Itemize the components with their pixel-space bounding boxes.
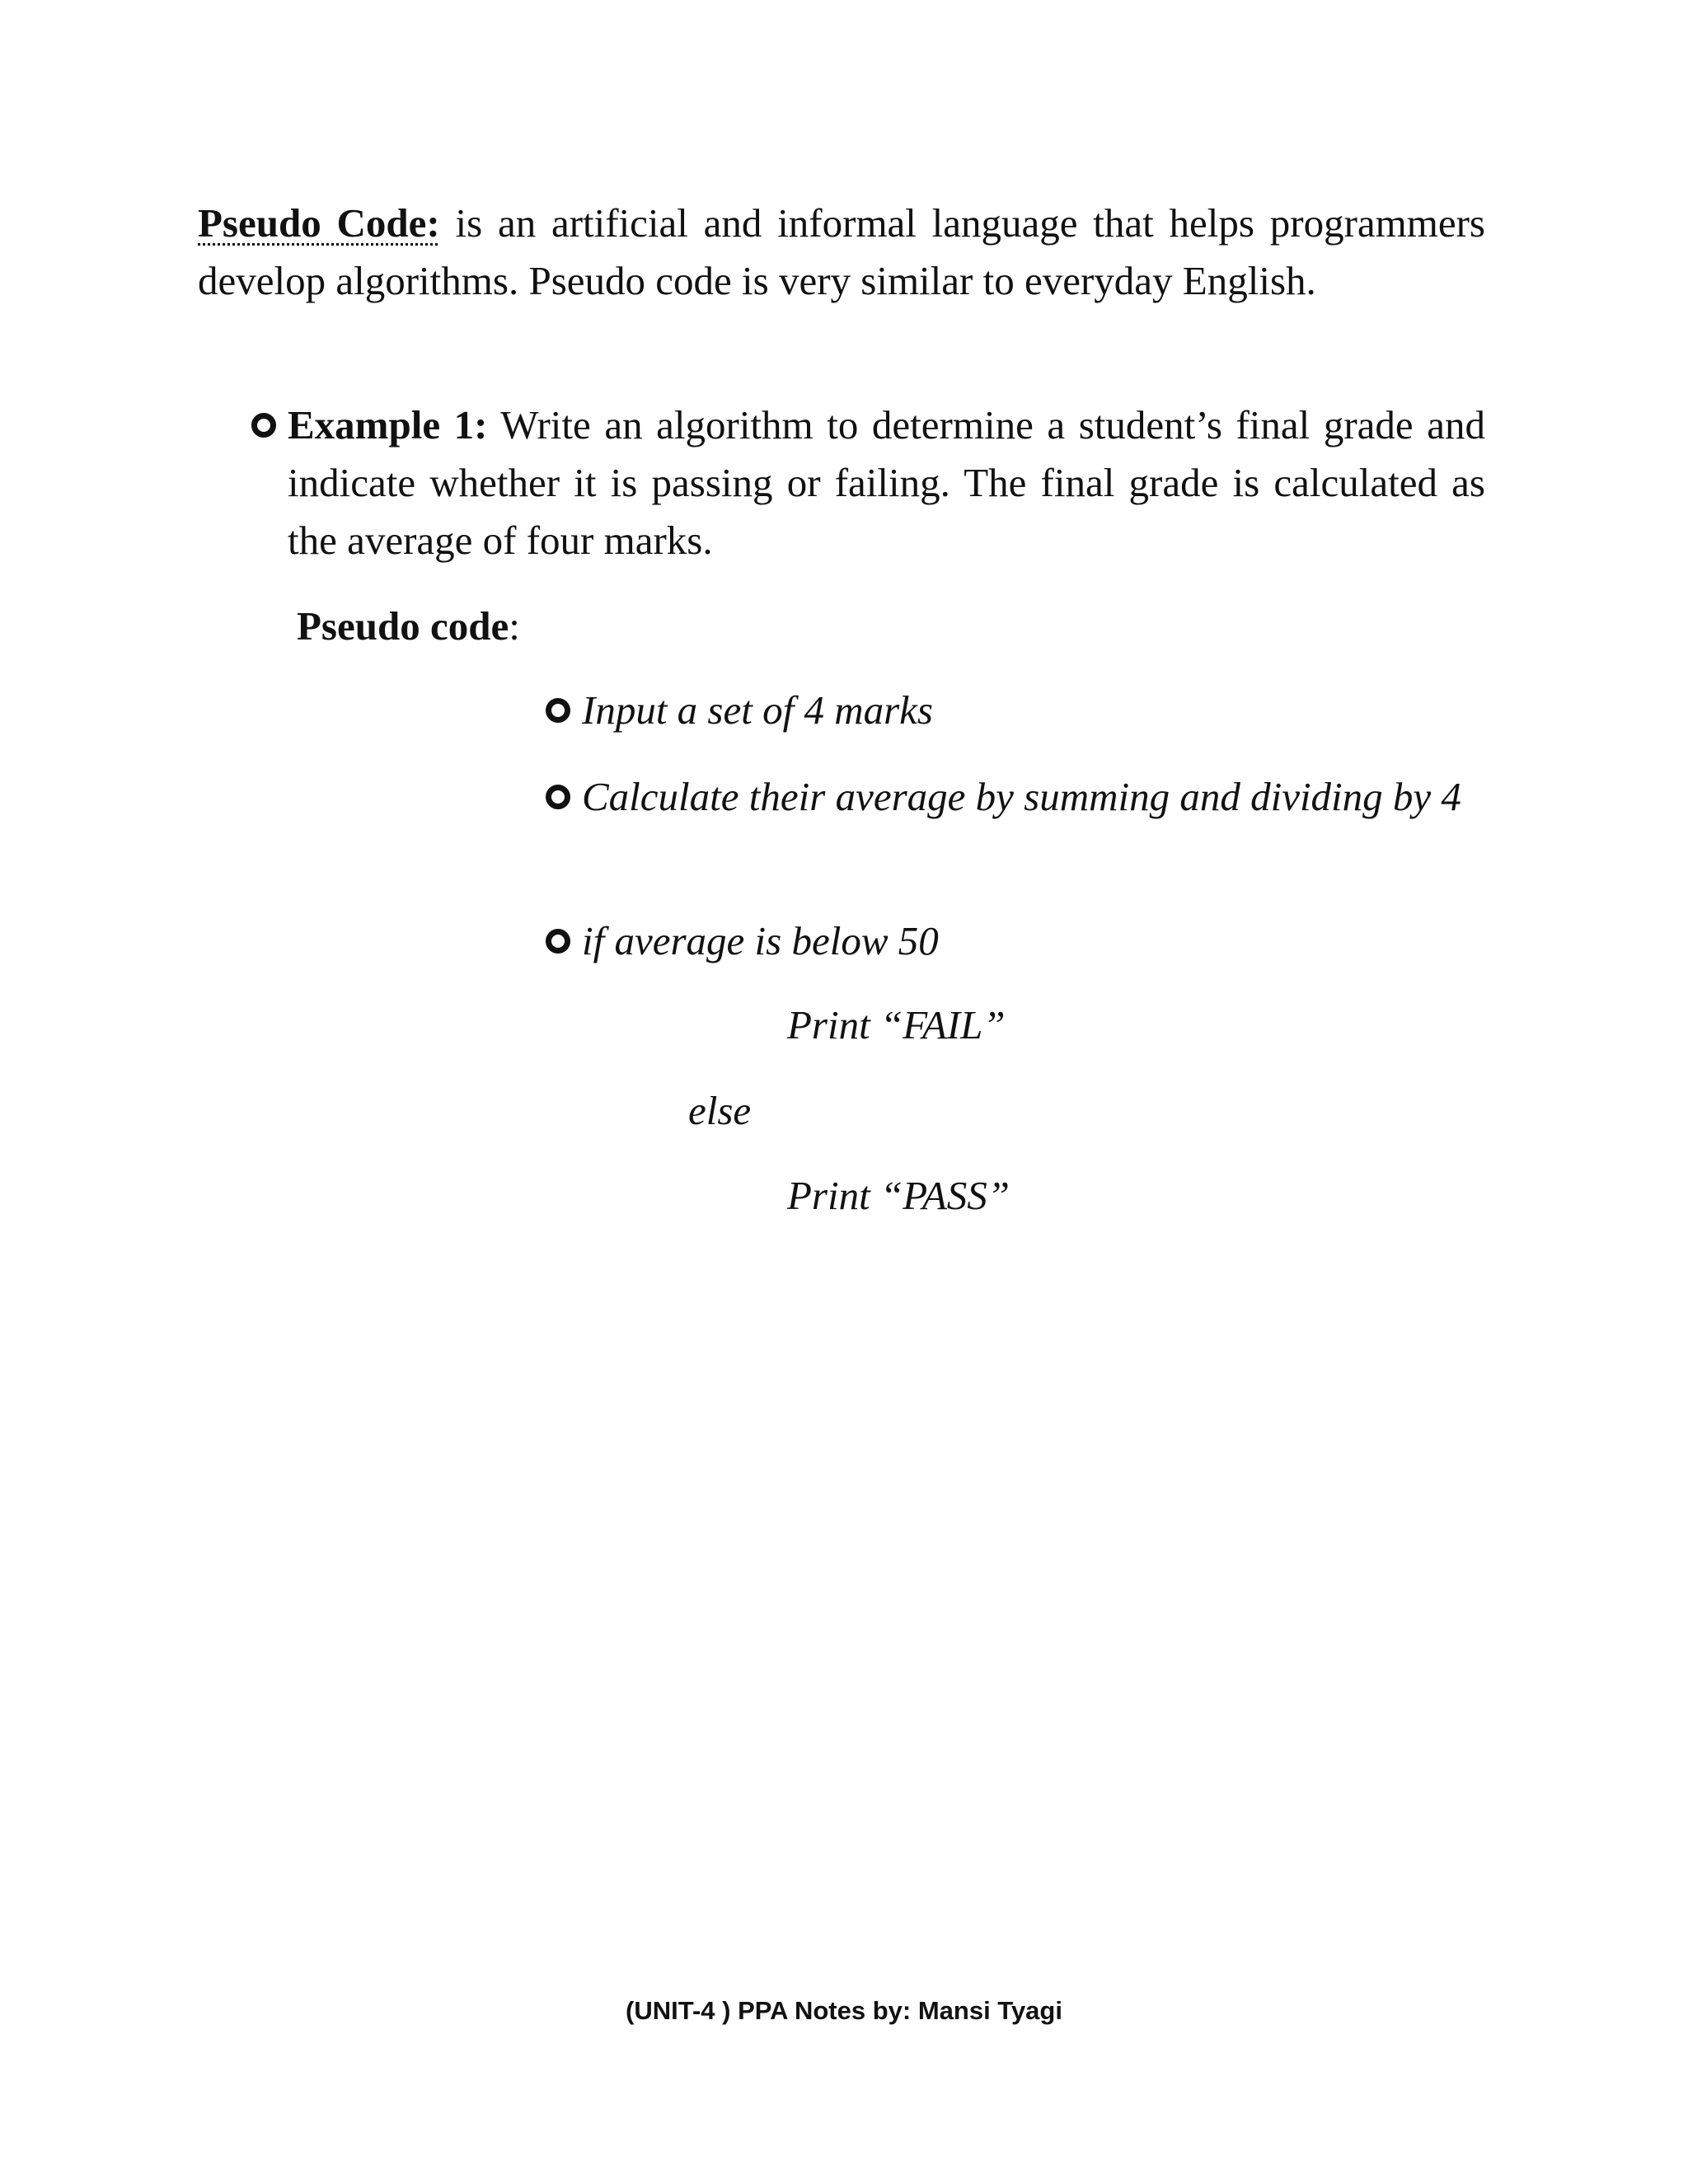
example-label: Example 1: xyxy=(288,402,488,448)
example-description: Write an algorithm to determine a student’s final grade and indicate whether it is passing or failing. The final grade is calculated as the average of four marks. xyxy=(288,402,1485,563)
pseudo-step-2 xyxy=(546,768,1485,826)
hollow-circle-bullet-icon xyxy=(251,413,276,438)
pseudo-code-label: Pseudo code xyxy=(297,603,509,649)
page-footer: (UNIT-4 ) PPA Notes by: Mansi Tyagi xyxy=(626,1996,1062,2025)
pseudo-code-heading xyxy=(297,598,520,655)
print-pass-line: Print “PASS” xyxy=(787,1173,1010,1218)
pseudo-step-1 xyxy=(546,682,1485,739)
pseudo-step-text: Calculate their average by summing and dividing by 4 xyxy=(582,774,1461,819)
example-item xyxy=(251,396,1485,569)
hollow-circle-bullet-icon xyxy=(546,929,570,954)
definition-term: Pseudo Code: xyxy=(198,200,440,246)
print-fail-line: Print “FAIL” xyxy=(787,1002,1006,1047)
definition-paragraph xyxy=(198,194,1485,310)
hollow-circle-bullet-icon xyxy=(546,698,570,723)
definition-text: is an artificial and informal language that helps programmers develop algorithms. Pseudo code is very similar to everyday English. xyxy=(198,200,1485,303)
pseudo-code-colon: : xyxy=(509,603,520,649)
example-text xyxy=(288,396,1485,569)
pseudo-step-text: Input a set of 4 marks xyxy=(582,687,933,733)
hollow-circle-bullet-icon xyxy=(546,785,570,809)
pseudo-step-3 xyxy=(546,912,1485,970)
pseudo-step-text: if average is below 50 xyxy=(582,918,939,963)
else-line: else xyxy=(688,1088,752,1133)
